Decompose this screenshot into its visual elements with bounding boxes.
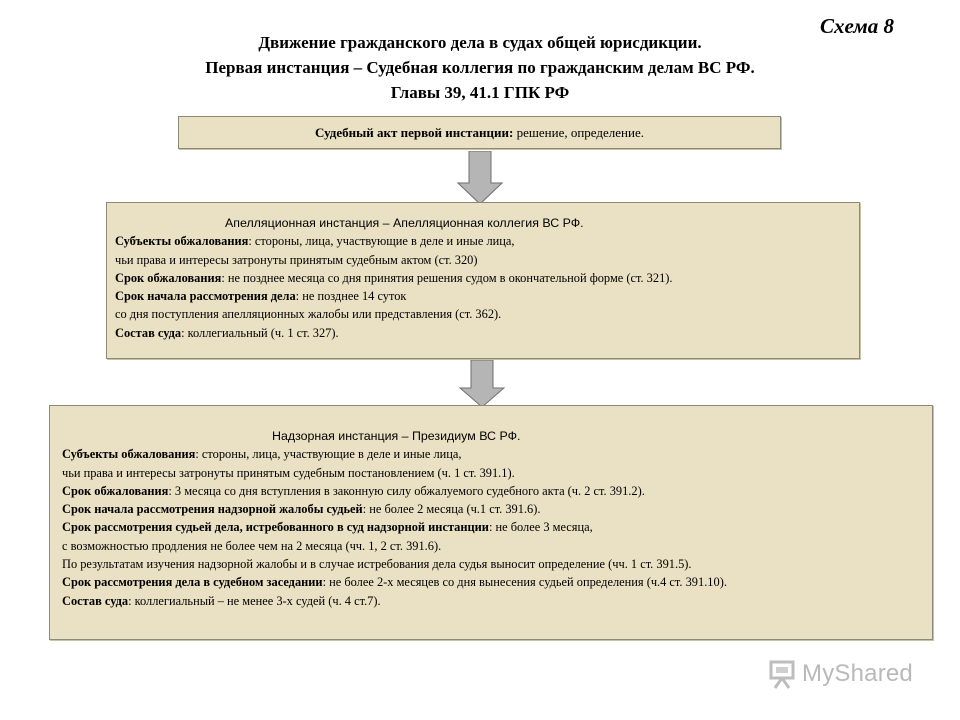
bold-term: Субъекты обжалования — [115, 234, 249, 249]
bold-term: Срок рассмотрения дела в судебном заседании — [62, 575, 323, 590]
text-line — [115, 269, 859, 287]
bold-term: Срок обжалования — [62, 483, 169, 498]
page-title — [0, 30, 960, 105]
first-instance-text: решение, определение. — [513, 125, 644, 140]
text-line — [62, 445, 932, 463]
line-text: : стороны, лица, участвующие в деле и иные лица, — [248, 234, 515, 249]
appeal-instance-title: Апелляционная инстанция – Апелляционная коллегия ВС РФ. — [225, 216, 584, 230]
bold-term: Срок рассмотрения судьей дела, истребованного в суд надзорной инстанции — [62, 520, 489, 535]
line-text: : стороны, лица, участвующие в деле и иные лица, — [195, 447, 462, 462]
text-line — [62, 518, 932, 536]
text-line — [115, 287, 859, 305]
text-line — [62, 482, 932, 500]
watermark-text: MyShared — [802, 660, 913, 687]
text-line — [62, 573, 932, 591]
first-instance-box — [178, 116, 781, 149]
line-text: : 3 месяца со дня вступления в законную силу обжалуемого судебного акта (ч. 2 ст. 391.2). — [168, 483, 645, 498]
supervisory-instance-box — [49, 405, 933, 640]
line-text: со дня поступления апелляционных жалобы или представления (ст. 362). — [115, 307, 502, 322]
line-text: : не более 2 месяца (ч.1 ст. 391.6). — [362, 502, 541, 517]
text-line — [62, 592, 932, 610]
title-line-3: Главы 39, 41.1 ГПК РФ — [390, 83, 570, 102]
line-text: : коллегиальный (ч. 1 ст. 327). — [181, 325, 339, 340]
scheme-label: Схема 8 — [820, 14, 894, 38]
text-line — [115, 324, 859, 342]
bold-term: Состав суда — [62, 593, 129, 608]
line-text: чьи права и интересы затронуты принятым судебным постановлением (ч. 1 ст. 391.1). — [62, 465, 515, 480]
first-instance-label: Судебный акт первой инстанции: — [315, 125, 514, 140]
title-line-1: Движение гражданского дела в судах общей юрисдикции. — [258, 33, 702, 52]
arrow-down-icon — [457, 151, 503, 205]
bold-term: Субъекты обжалования — [62, 447, 196, 462]
line-text: : не более 3 месяца, — [488, 520, 593, 535]
text-line — [62, 555, 932, 573]
line-text: : не позднее месяца со дня принятия решения судом в окончательной форме (ст. 321). — [221, 270, 673, 285]
line-text: : коллегиальный – не менее 3-х судей (ч. 4 ст.7). — [128, 593, 381, 608]
bold-term: Состав суда — [115, 325, 182, 340]
bold-term: Срок начала рассмотрения надзорной жалобы судьей — [62, 502, 363, 517]
line-text: : не более 2-х месяцев со дня вынесения судьей определения (ч.4 ст. 391.10). — [322, 575, 727, 590]
presentation-board-icon — [768, 659, 796, 689]
bold-term: Срок обжалования — [115, 270, 222, 285]
watermark-logo — [768, 657, 928, 691]
appeal-instance-box — [106, 202, 860, 359]
text-line — [62, 537, 932, 555]
appeal-instance-lines — [115, 232, 859, 342]
line-text: чьи права и интересы затронуты принятым судебным актом (ст. 320) — [115, 252, 478, 267]
text-line — [115, 251, 859, 269]
text-line — [62, 464, 932, 482]
title-line-2: Первая инстанция – Судебная коллегия по гражданским делам ВС РФ. — [205, 58, 755, 77]
line-text: По результатам изучения надзорной жалобы и в случае истребования дела судья выносит определение (чч. 1 ст. 391.5). — [62, 557, 692, 572]
bold-term: Срок начала рассмотрения дела — [115, 289, 296, 304]
text-line — [115, 305, 859, 323]
text-line — [62, 500, 932, 518]
line-text: с возможностью продления не более чем на 2 месяца (чч. 1, 2 ст. 391.6). — [62, 538, 442, 553]
text-line — [115, 232, 859, 250]
supervisory-instance-title: Надзорная инстанция – Президиум ВС РФ. — [272, 429, 521, 443]
supervisory-instance-lines — [62, 445, 932, 610]
arrow-down-icon — [459, 360, 505, 408]
line-text: : не позднее 14 суток — [295, 289, 407, 304]
